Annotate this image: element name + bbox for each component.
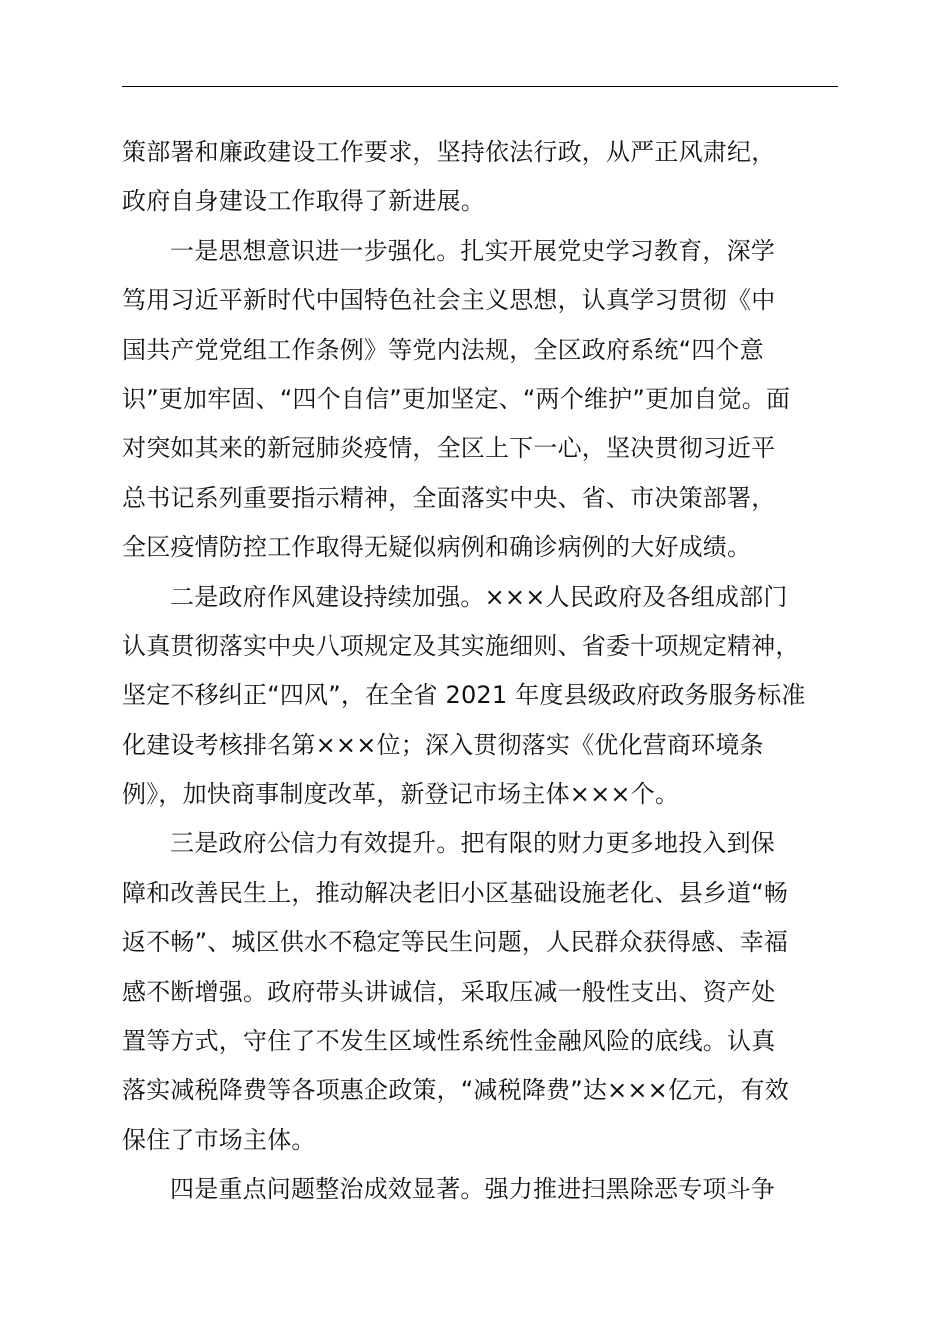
text-line: 落实减税降费等各项惠企政策，“减税降费”达×××亿元，有效 (122, 1076, 789, 1105)
text-line: 对突如其来的新冠肺炎疫情，全区上下一心，坚决贯彻习近平 (122, 434, 776, 463)
paragraph-start-line: 四是重点问题整治成效显著。强力推进扫黑除恶专项斗争 (170, 1175, 775, 1204)
text-line: 总书记系列重要指示精神，全面落实中央、省、市决策部署， (122, 483, 776, 512)
text-line: 坚定不移纠正“四风”，在全省 2021 年度县级政府政务服务标准 (122, 681, 806, 710)
text-line: 全区疫情防控工作取得无疑似病例和确诊病例的大好成绩。 (122, 533, 752, 562)
text-line: 障和改善民生上，推动解决老旧小区基础设施老化、县乡道“畅 (122, 878, 789, 907)
header-rule (122, 86, 838, 87)
text-line: 感不断增强。政府带头讲诚信，采取压减一般性支出、资产处 (122, 977, 776, 1006)
text-line: 化建设考核排名第×××位；深入贯彻落实《优化营商环境条 (122, 730, 764, 759)
text-line: 笃用习近平新时代中国特色社会主义思想，认真学习贯彻《中 (122, 286, 776, 315)
text-line: 识”更加牢固、“四个自信”更加坚定、“两个维护”更加自觉。面 (122, 384, 791, 413)
text-line: 国共产党党组工作条例》等党内法规，全区政府系统“四个意 (122, 335, 764, 364)
text-line: 政府自身建设工作取得了新进展。 (122, 187, 485, 216)
document-body (122, 128, 862, 1215)
text-line: 置等方式，守住了不发生区域性系统性金融风险的底线。认真 (122, 1027, 776, 1056)
text-line: 保住了市场主体。 (122, 1125, 316, 1154)
text-line: 例》，加快商事制度改革，新登记市场主体×××个。 (122, 780, 680, 809)
text-line: 返不畅”、城区供水不稳定等民生问题，人民群众获得感、幸福 (122, 928, 789, 957)
paragraph-start-line: 三是政府公信力有效提升。把有限的财力更多地投入到保 (170, 829, 775, 858)
text-line: 策部署和廉政建设工作要求，坚持依法行政，从严正风肃纪， (122, 138, 776, 166)
text-line: 认真贯彻落实中央八项规定及其实施细则、省委十项规定精神， (122, 631, 800, 660)
paragraph-start-line: 二是政府作风建设持续加强。×××人民政府及各组成部门 (170, 582, 788, 611)
paragraph-start-line: 一是思想意识进一步强化。扎实开展党史学习教育，深学 (170, 236, 775, 265)
